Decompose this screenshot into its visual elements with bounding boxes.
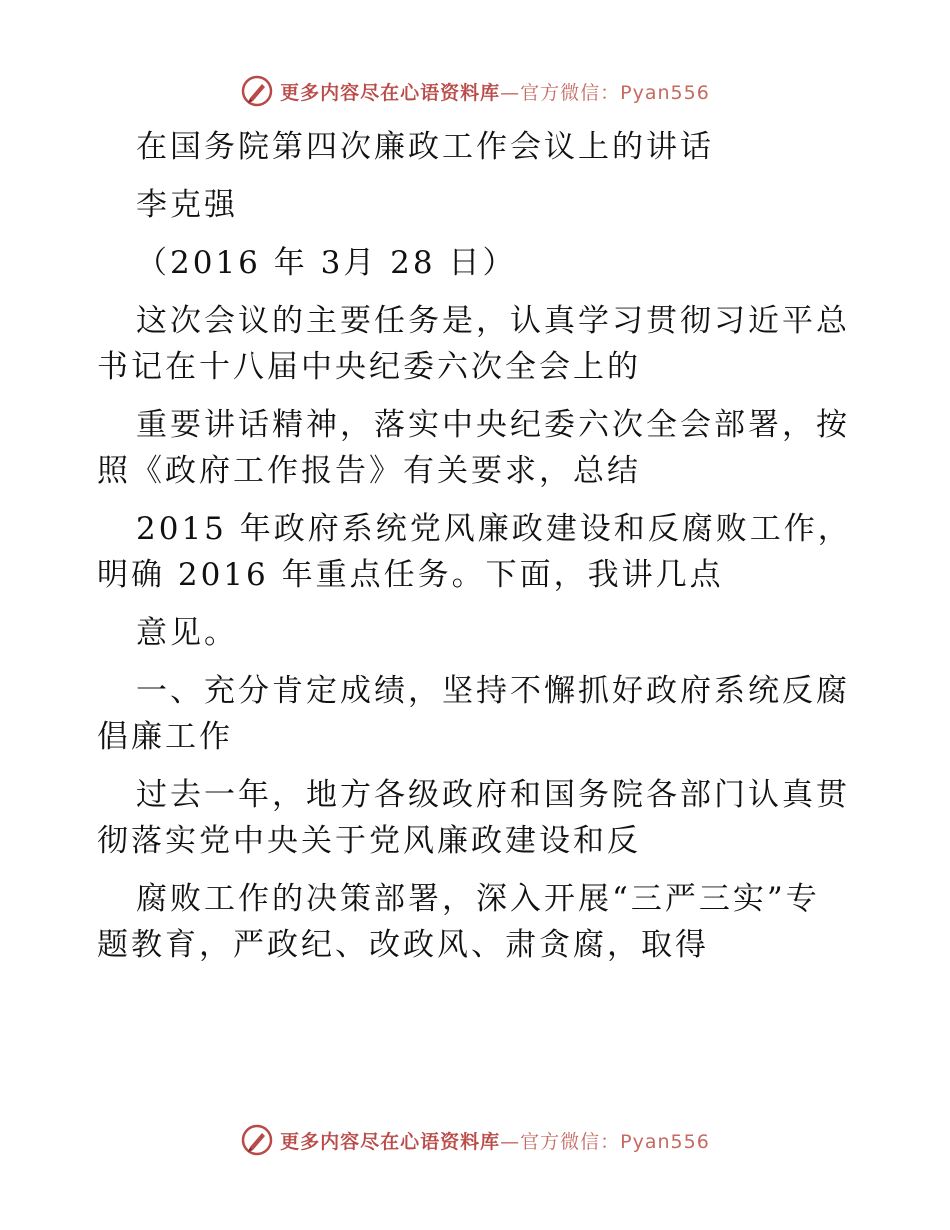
paragraph-line: 2015 年政府系统党风廉政建设和反腐败工作， — [136, 511, 852, 547]
watermark-text: 更多内容尽在心语资料库—官方微信：Pyan556 — [280, 81, 710, 104]
document-title: 在国务院第四次廉政工作会议上的讲话 — [136, 129, 714, 165]
paragraph-line: 过去一年，地方各级政府和国务院各部门认真贯 — [136, 777, 850, 813]
paragraph-line: 这次会议的主要任务是，认真学习贯彻习近平总 — [136, 303, 850, 339]
document-author: 李克强 — [136, 187, 238, 223]
paragraph-line: 腐败工作的决策部署，深入开展“三严三实”专 — [136, 881, 820, 917]
section-heading-line: 倡廉工作 — [97, 719, 233, 755]
watermark-banner-top — [0, 69, 950, 113]
paragraph-line: 重要讲话精神，落实中央纪委六次全会部署，按 — [136, 407, 850, 443]
paragraph-line: 书记在十八届中央纪委六次全会上的 — [97, 349, 641, 385]
document-date: （2016 年 3月 28 日） — [136, 245, 517, 281]
section-heading-line: 一、充分肯定成绩，坚持不懈抓好政府系统反腐 — [136, 673, 850, 709]
document-body — [97, 124, 857, 968]
paragraph-line: 意见。 — [136, 615, 238, 651]
watermark-banner-bottom — [0, 1118, 950, 1162]
paragraph-line: 照《政府工作报告》有关要求，总结 — [97, 453, 641, 489]
watermark-text: 更多内容尽在心语资料库—官方微信：Pyan556 — [280, 1130, 710, 1153]
paragraph-line: 题教育，严政纪、改政风、肃贪腐，取得 — [97, 927, 709, 963]
paragraph-line: 彻落实党中央关于党风廉政建设和反 — [97, 823, 641, 859]
pen-logo-icon — [240, 74, 274, 108]
pen-logo-icon — [240, 1123, 274, 1157]
paragraph-line: 明确 2016 年重点任务。下面，我讲几点 — [97, 557, 724, 593]
